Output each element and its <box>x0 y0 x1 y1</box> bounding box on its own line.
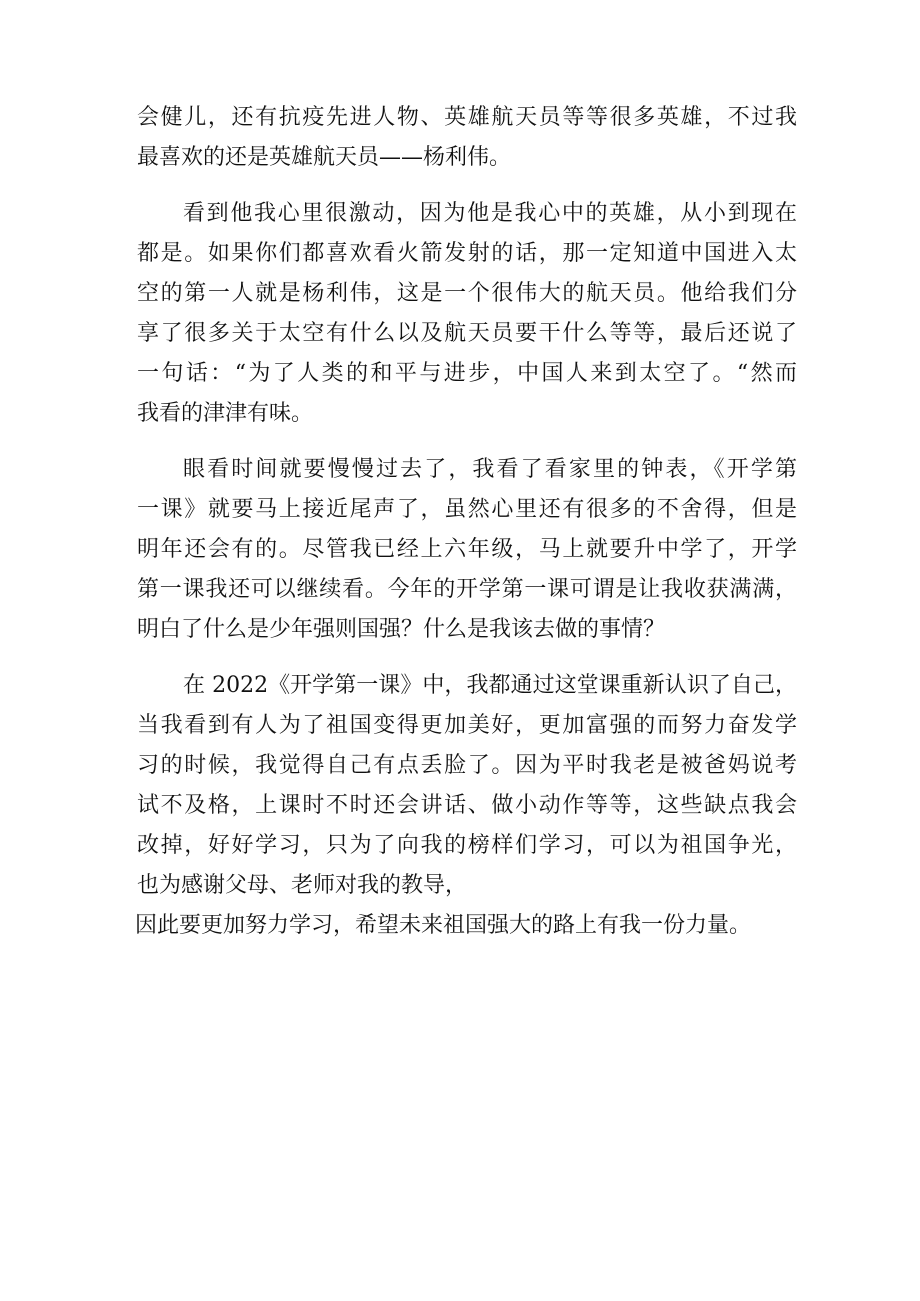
paragraph-line: 我看的津津有味。 <box>137 401 314 426</box>
paragraph-3 <box>137 450 797 650</box>
paragraph-line: 明年还会有的。尽管我已经上六年级，马上就要升中学了，开学 <box>137 537 797 562</box>
paragraph-line: 第一课我还可以继续看。今年的开学第一课可谓是让我收获满满， <box>137 577 797 602</box>
paragraph-line: 享了很多关于太空有什么以及航天员要干什么等等，最后还说了 <box>137 321 797 346</box>
paragraph-line: 一课》就要马上接近尾声了，虽然心里还有很多的不舍得，但是 <box>137 497 797 522</box>
paragraph-line: 都是。如果你们都喜欢看火箭发射的话，那一定知道中国进入太 <box>137 241 797 266</box>
paragraph-line: 空的第一人就是杨利伟，这是一个很伟大的航天员。他给我们分 <box>137 281 797 306</box>
paragraph-line: 在 2022《开学第一课》中，我都通过这堂课重新认识了自己， <box>183 673 797 698</box>
paragraph-line: 会健儿，还有抗疫先进人物、英雄航天员等等很多英雄，不过我 <box>137 105 797 130</box>
paragraph-line: 习的时候，我觉得自己有点丢脸了。因为平时我老是被爸妈说考 <box>137 753 797 778</box>
paragraph-line: 明白了什么是少年强则国强？什么是我该去做的事情？ <box>137 617 666 642</box>
paragraph-line: 试不及格，上课时不时还会讲话、做小动作等等，这些缺点我会 <box>137 793 797 818</box>
paragraph-line: 看到他我心里很激动，因为他是我心中的英雄，从小到现在 <box>183 201 797 226</box>
paragraph-4 <box>137 666 797 946</box>
paragraph-2 <box>137 194 797 434</box>
paragraph-line: 最喜欢的还是英雄航天员——杨利伟。 <box>137 145 512 170</box>
paragraph-line: 一句话：“为了人类的和平与进步，中国人来到太空了。“然而 <box>137 361 797 386</box>
document-body <box>137 98 797 946</box>
paragraph-line: 也为感谢父母、老师对我的教导， <box>137 873 468 898</box>
paragraph-line: 当我看到有人为了祖国变得更加美好，更加富强的而努力奋发学 <box>137 713 797 738</box>
paragraph-line: 改掉，好好学习，只为了向我的榜样们学习，可以为祖国争光， <box>137 833 797 858</box>
paragraph-line: 因此要更加努力学习，希望未来祖国强大的路上有我一份力量。 <box>135 913 752 938</box>
paragraph-line: 眼看时间就要慢慢过去了，我看了看家里的钟表，《开学第 <box>183 457 797 482</box>
paragraph-1 <box>137 98 797 178</box>
